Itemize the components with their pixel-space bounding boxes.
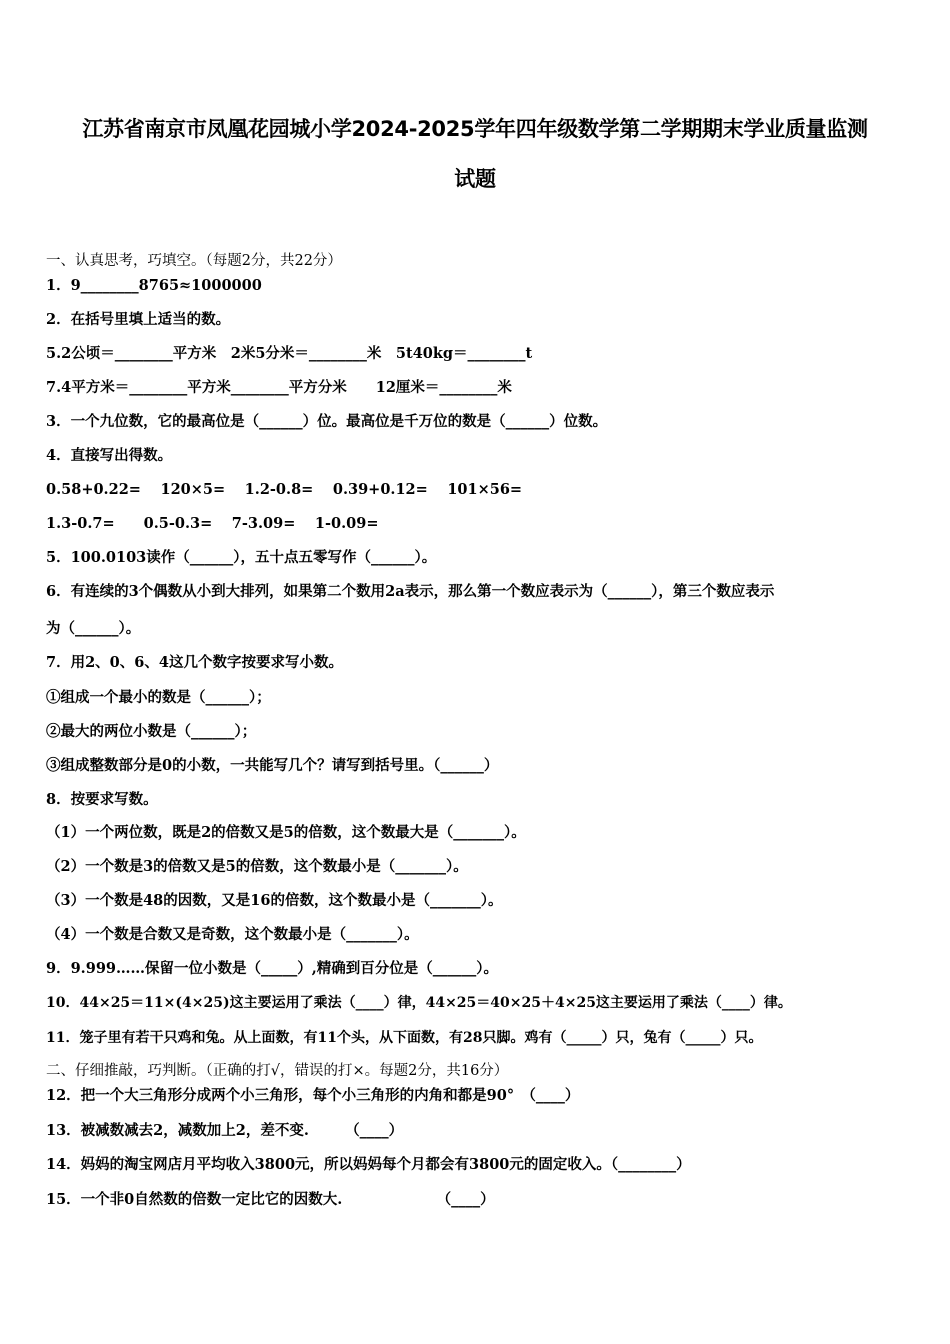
question-8-part-2: （2）一个数是3的倍数又是5的倍数，这个数最小是（_______）。 — [46, 858, 468, 875]
question-15: 15．一个非0自然数的倍数一定比它的因数大. （____） — [46, 1191, 495, 1208]
question-4-row-2: 1.3-0.7= 0.5-0.3= 7-3.09= 1-0.09= — [46, 515, 379, 532]
question-12: 12．把一个大三角形分成两个小三角形，每个小三角形的内角和都是90° （____） — [46, 1087, 580, 1104]
question-4: 4．直接写出得数。 — [46, 447, 173, 464]
question-4-row-1: 0.58+0.22= 120×5= 1.2-0.8= 0.39+0.12= 101×56= — [46, 481, 523, 498]
question-14: 14．妈妈的淘宝网店月平均收入3800元，所以妈妈每个月都会有3800元的固定收入。（________） — [46, 1156, 691, 1173]
question-13: 13．被减数减去2，减数加上2，差不变. （____） — [46, 1122, 404, 1139]
question-10: 10．44×25＝11×(4×25)这主要运用了乘法（____）律，44×25＝40×25＋4×25这主要运用了乘法（____）律。 — [46, 995, 792, 1011]
question-2-row-1: 5.2公顷＝________平方米 2米5分米＝________米 5t40kg＝________t — [46, 345, 533, 362]
section-heading-judge: 二、仔细推敲，巧判断。（正确的打√，错误的打×。每题2分，共16分） — [46, 1063, 509, 1079]
question-8-part-3: （3）一个数是48的因数，又是16的倍数，这个数最小是（_______）。 — [46, 892, 503, 909]
section-heading-fill-blank: 一、认真思考，巧填空。（每题2分，共22分） — [46, 253, 342, 269]
question-7-part-3: ③组成整数部分是0的小数，一共能写几个？请写到括号里。（______） — [46, 757, 499, 774]
question-8-part-1: （1）一个两位数，既是2的倍数又是5的倍数，这个数最大是（_______）。 — [46, 824, 526, 841]
question-2-row-2: 7.4平方米＝________平方米________平方分米 12厘米＝________米 — [46, 379, 512, 396]
question-9: 9．9.999……保留一位小数是（_____）,精确到百分位是（______）。 — [46, 960, 499, 977]
question-6: 6．有连续的3个偶数从小到大排列，如果第二个数用2a表示，那么第一个数应表示为（______），第三个数应表示 — [46, 583, 775, 600]
question-2: 2．在括号里填上适当的数。 — [46, 311, 231, 328]
question-5: 5．100.0103读作（______），五十点五零写作（______）。 — [46, 549, 437, 566]
exam-title-line-1: 江苏省南京市凤凰花园城小学2024-2025学年四年级数学第二学期期末学业质量监测 — [82, 117, 868, 141]
question-8-part-4: （4）一个数是合数又是奇数，这个数最小是（_______）。 — [46, 926, 419, 943]
question-3: 3．一个九位数，它的最高位是（______）位。最高位是千万位的数是（______）位数。 — [46, 413, 608, 430]
question-11: 11．笼子里有若干只鸡和兔。从上面数，有11个头，从下面数，有28只脚。鸡有（_____）只，兔有（_____）只。 — [46, 1030, 763, 1046]
question-7-part-2: ②最大的两位小数是（______）； — [46, 723, 257, 740]
question-7-part-1: ①组成一个最小的数是（______）； — [46, 689, 271, 706]
question-1: 1．9________8765≈1000000 — [46, 277, 262, 294]
question-7: 7．用2、0、6、4这几个数字按要求写小数。 — [46, 654, 343, 671]
question-8: 8．按要求写数。 — [46, 791, 158, 808]
exam-title-line-2: 试题 — [454, 167, 496, 191]
question-6-continued: 为（______）。 — [46, 620, 141, 637]
